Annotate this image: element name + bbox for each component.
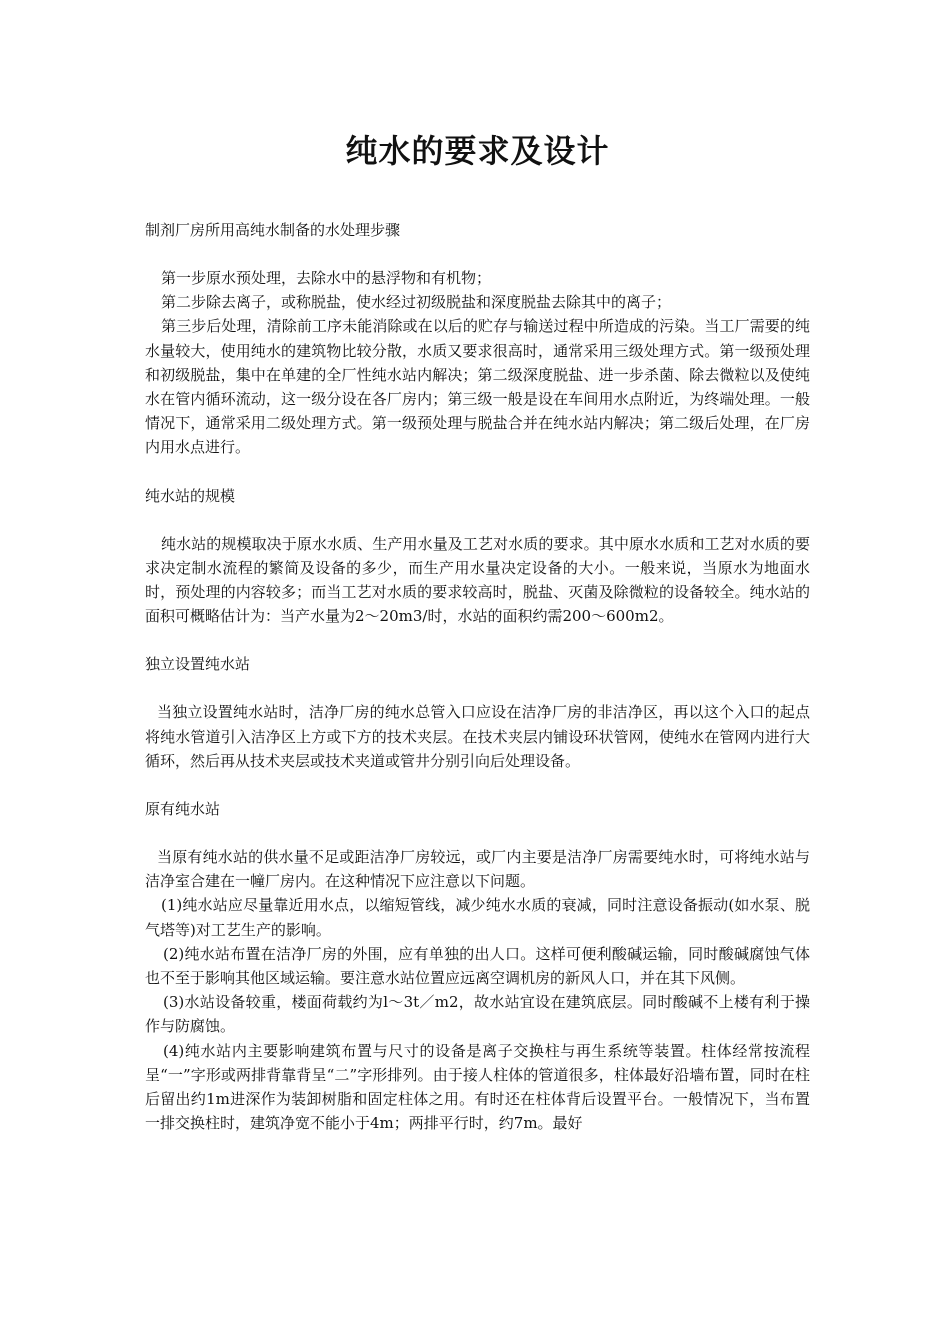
section-water-treatment-steps: [145, 218, 810, 460]
section-independent-station: [145, 652, 810, 773]
paragraph: 第一步原水预处理，去除水中的悬浮物和有机物；: [161, 269, 492, 287]
paragraph: 当原有纯水站的供水量不足或距洁净厂房较远，或厂内主要是洁净厂房需要纯水时，可将纯水站与洁净室合建在一幢厂房内。在这种情况下应注意以下问题。: [145, 848, 810, 891]
section-heading: 制剂厂房所用高纯水制备的水处理步骤: [145, 221, 401, 239]
paragraph: 第三步后处理，清除前工序未能消除或在以后的贮存与输送过程中所造成的污染。当工厂需要的纯水量较大，使用纯水的建筑物比较分散，水质又要求很高时，通常采用三级处理方式。第一级预处理和初级脱盐，集中在单建的全厂性纯水站内解决；第二级深度脱盐、进一步杀菌、除去微粒以及使纯水在管内循环流动，这一级分设在各厂房内；第三级一般是设在车间用水点附近，为终端处理。一般情况下，通常采用二级处理方式。第一级预处理与脱盐合并在纯水站内解决；第二级后处理，在厂房内用水点进行。: [145, 317, 810, 457]
section-station-scale: [145, 484, 810, 629]
paragraph-item-2: (2)纯水站布置在洁净厂房的外围，应有单独的出人口。这样可便利酸碱运输，同时酸碱腐蚀气体也不至于影响其他区域运输。要注意水站位置应远离空调机房的新风人口，并在其下风侧。: [145, 944, 810, 988]
paragraph-item-4: (4)纯水站内主要影响建筑布置与尺寸的设备是离子交换柱与再生系统等装置。柱体经常按流程呈“一”字形或两排背靠背呈“二”字形排列。由于接人柱体的管道很多，柱体最好沿墙布置，同时在柱后留出约1m进深作为装卸树脂和固定柱体之用。有时还在柱体背后设置平台。一般情况下，当布置一排交换柱时，建筑净宽不能小于4m；两排平行时，约7m。最好: [145, 1041, 810, 1133]
paragraph: 第二步除去离子，或称脱盐，使水经过初级脱盐和深度脱盐去除其中的离子；: [161, 293, 672, 312]
paragraph-item-1: (1)纯水站应尽量靠近用水点，以缩短管线，减少纯水水质的衰减，同时注意设备振动(如水泵、脱气塔等)对工艺生产的影响。: [145, 896, 810, 939]
document-title: 纯水的要求及设计: [345, 132, 610, 170]
section-existing-station: [145, 797, 810, 1135]
section-heading: 独立设置纯水站: [145, 655, 251, 674]
paragraph: 纯水站的规模取决于原水水质、生产用水量及工艺对水质的要求。其中原水水质和工艺对水质的要求决定制水流程的繁简及设备的多少，而生产用水量决定设备的大小。一般来说，当原水为地面水时，预处理的内容较多；而当工艺对水质的要求较高时，脱盐、灭菌及除微粒的设备较全。纯水站的面积可概略估计为：当产水量为2～20m3/时，水站的面积约需200～600m2。: [145, 534, 810, 626]
section-heading: 纯水站的规模: [145, 486, 236, 505]
paragraph: 当独立设置纯水站时，洁净厂房的纯水总管入口应设在洁净厂房的非洁净区，再以这个入口的起点将纯水管道引入洁净区上方或下方的技术夹层。在技术夹层内铺设环状管网，使纯水在管网内进行大循环，然后再从技术夹层或技术夹道或管井分别引向后处理设备。: [145, 703, 810, 770]
paragraph-item-3: (3)水站设备较重，楼面荷载约为l～3t／m2，故水站宜设在建筑底层。同时酸碱不上楼有利于操作与防腐蚀。: [145, 993, 810, 1036]
section-heading: 原有纯水站: [145, 800, 221, 819]
document-body: [145, 128, 810, 1135]
